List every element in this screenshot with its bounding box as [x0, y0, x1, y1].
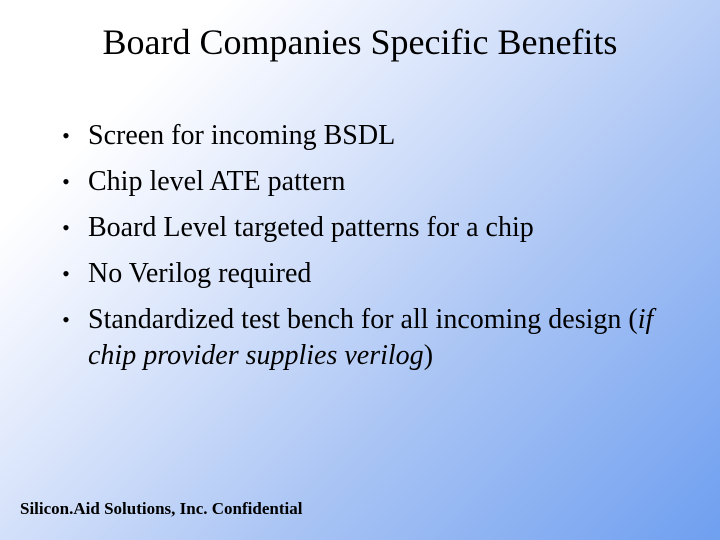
bullet-text-before: Standardized test bench for all incoming design ( [88, 304, 638, 335]
bullet-item-board-level [56, 210, 676, 246]
bullet-text-after: ) [423, 340, 434, 371]
footer-confidential: Silicon.Aid Solutions, Inc. Confidential [20, 499, 303, 518]
bullet-item-chip-ate [56, 164, 676, 200]
bullet-point-icon: • [62, 215, 70, 240]
bullet-item-screen-bsdl [56, 118, 676, 154]
bullet-text: Screen for incoming BSDL [88, 120, 396, 151]
bullet-point-icon: • [62, 169, 70, 194]
bullet-point-icon: • [62, 123, 70, 148]
bullet-text: Chip level ATE pattern [88, 166, 346, 197]
bullet-text: Board Level targeted patterns for a chip [88, 212, 534, 243]
bullet-item-test-bench [56, 302, 676, 374]
bullet-text: No Verilog required [88, 258, 312, 289]
bullet-point-icon: • [62, 307, 70, 332]
bullet-list [56, 118, 676, 384]
slide-title: Board Companies Specific Benefits [102, 22, 618, 62]
bullet-text-italic: if chip provider supplies verilog [88, 304, 654, 371]
bullet-point-icon: • [62, 261, 70, 286]
bullet-item-no-verilog [56, 256, 676, 292]
